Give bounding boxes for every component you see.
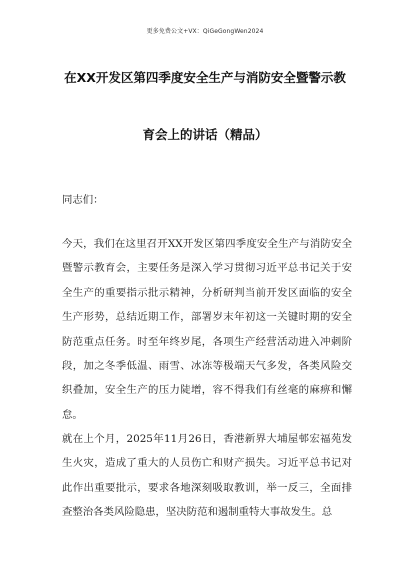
body-paragraph-1: 今天，我们在这里召开XX开发区第四季度安全生产与消防安全暨警示教育会，主要任务是深入学习贯彻习近平总书记关于安全生产的重要指示批示精神，分析研判当前开发区面临的安全生产形势，总结近期工作，部署岁末年初这一关键时期的安全防范重点任务。时至年终岁尾，各项生产经营活动进入冲刺阶段，加之冬季低温、雨雪、冰冻等极端天气多发，各类风险交织叠加，安全生产的压力陡增，容不得我们有丝毫的麻痹和懈怠。 [62,238,352,421]
body-paragraph-2: 就在上个月，2025年11月26日，香港新界大埔屋邨宏福苑发生火灾，造成了重大的人员伤亡和财产损失。习近平总书记对此作出重要批示，要求各地深刻吸取教训，举一反三，全面排查整治各类风险隐患，坚决防范和遏制重特大事故发生。总 [62,433,352,519]
document-title-line-1: 在XX开发区第四季度安全生产与消防安全暨警示教 [64,70,346,85]
document-title-line-2: 育会上的讲话（精品） [142,127,268,142]
header-note: 更多免费公文+VX：QiGeGongWen2024 [146,28,264,35]
greeting: 同志们： [62,194,104,206]
